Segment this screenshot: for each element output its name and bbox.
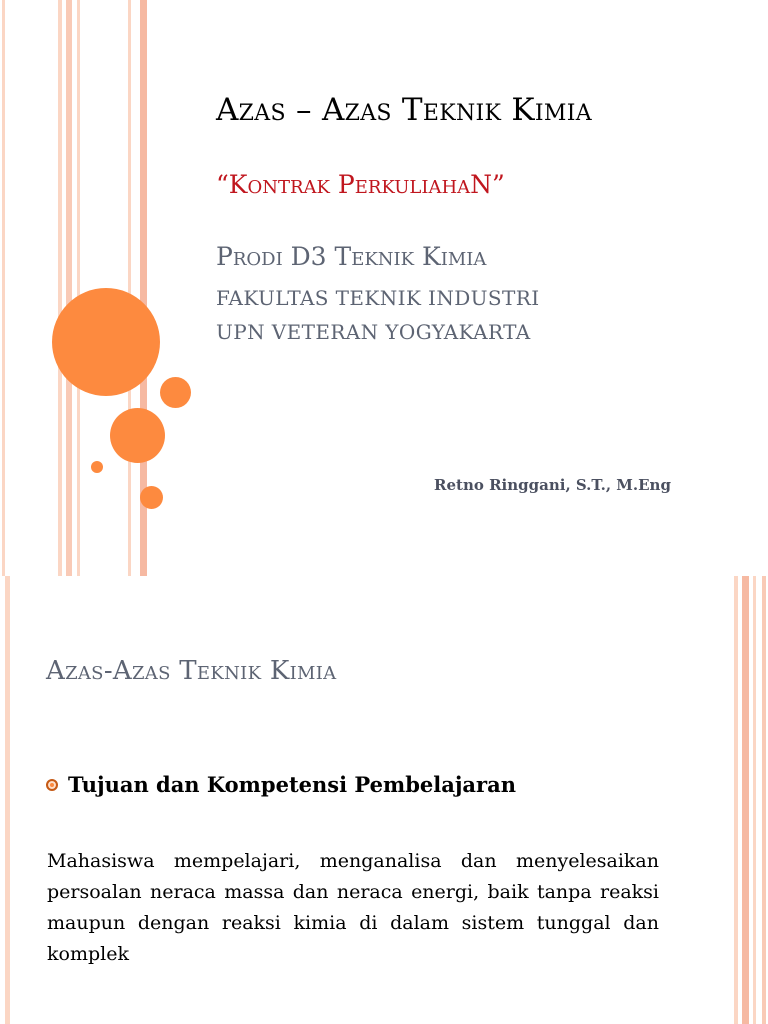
decor-circle-small (140, 486, 163, 509)
decor-circle-large (52, 288, 160, 396)
decor-stripe (128, 0, 131, 576)
slide2-title: Azas-Azas Teknik Kimia (46, 656, 337, 686)
bullet-icon (46, 779, 58, 791)
bullet-item (46, 772, 516, 797)
bullet-heading: Tujuan dan Kompetensi Pembelajaran (68, 772, 516, 797)
decor-stripe (5, 576, 10, 1024)
decor-circle-dot (91, 461, 103, 473)
decor-stripe (58, 0, 62, 576)
body-paragraph: Mahasiswa mempelajari, menganalisa dan menyelesaikan persoalan neraca massa dan neraca energi, baik tanpa reaksi maupun dengan reaksi kimia di dalam sistem tunggal dan komplek (47, 850, 659, 965)
decor-stripe (742, 576, 749, 1024)
faculty-line: FAKULTAS TEKNIK INDUSTRI (216, 286, 540, 310)
decor-stripe (2, 0, 5, 576)
decor-stripe (66, 0, 72, 576)
slide1-title: Azas – Azas Teknik Kimia (216, 92, 592, 128)
university-line: UPN VETERAN YOGYAKARTA (216, 320, 531, 344)
decor-stripe (734, 576, 738, 1024)
decor-circle-medium (110, 408, 165, 463)
decor-circle-small (160, 377, 191, 408)
decor-stripe (762, 576, 766, 1024)
prodi-heading: Prodi D3 Teknik Kimia (216, 242, 487, 271)
decor-stripe (753, 576, 756, 1024)
author-name: Retno Ringgani, S.T., M.Eng (434, 476, 671, 494)
decor-stripe (77, 0, 80, 576)
slide1-subtitle: “Kontrak PerkuliahaN” (216, 170, 505, 199)
